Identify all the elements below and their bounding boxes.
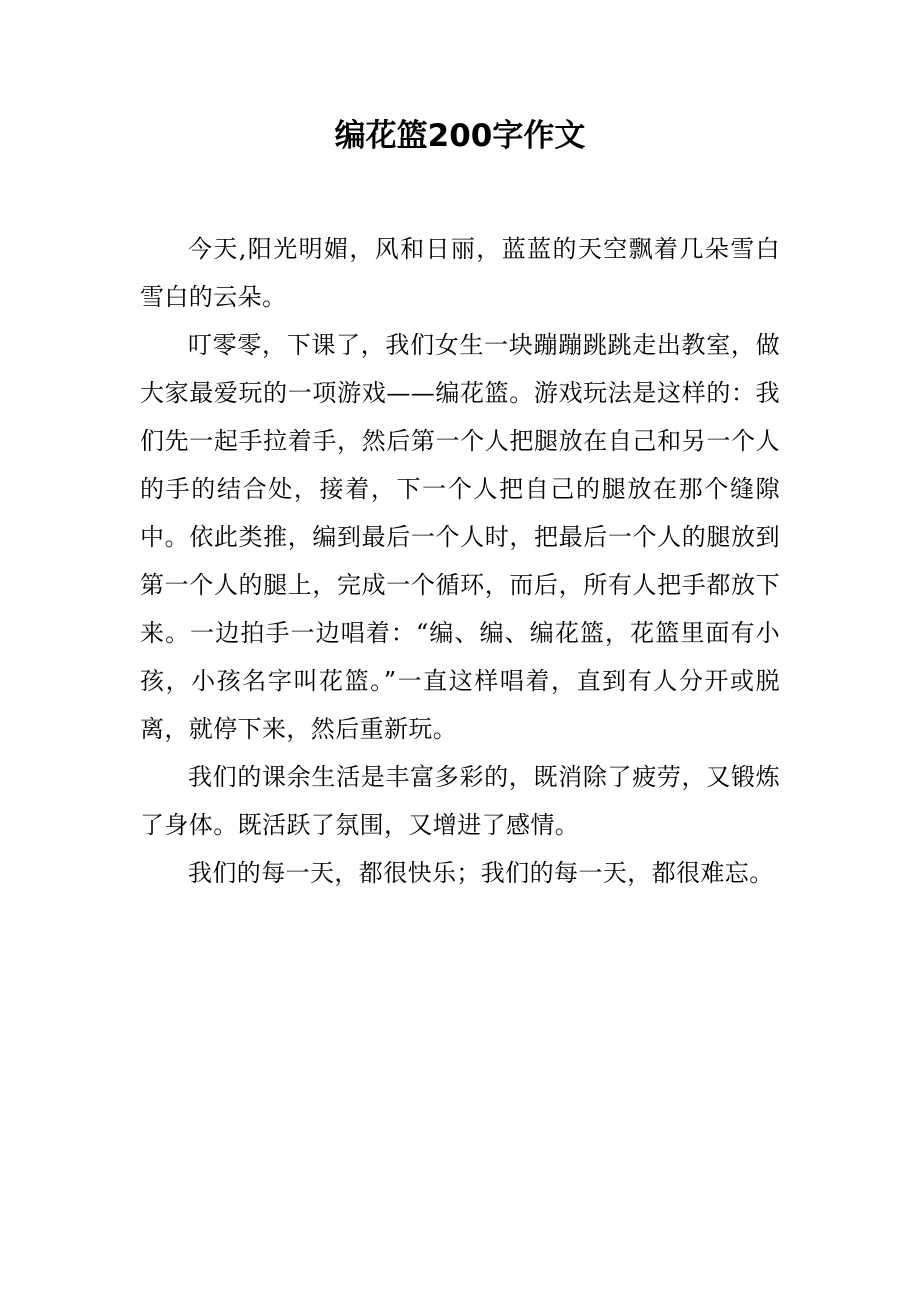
paragraph-3: 我们的课余生活是丰富多彩的，既消除了疲劳，又锻炼了身体。既活跃了氛围，又增进了感情。 <box>140 763 780 839</box>
paragraph-1: 今天,阳光明媚，风和日丽，蓝蓝的天空飘着几朵雪白雪白的云朵。 <box>140 235 780 311</box>
paragraph-4: 我们的每一天，都很快乐；我们的每一天，都很难忘。 <box>188 859 774 887</box>
paragraph-2: 叮零零，下课了，我们女生一块蹦蹦跳跳走出教室，做大家最爱玩的一项游戏——编花篮。游戏玩法是这样的：我们先一起手拉着手，然后第一个人把腿放在自己和另一个人的手的结合处，接着，下一个人把自己的腿放在那个缝隙中。依此类推，编到最后一个人时，把最后一个人的腿放到第一个人的腿上，完成一个循环，而后，所有人把手都放下来。一边拍手一边唱着：“编、编、编花篮，花篮里面有小孩，小孩名字叫花篮。”一直这样唱着，直到有人分开或脱离，就停下来，然后重新玩。 <box>140 331 780 743</box>
document-title: 编花篮200字作文 <box>334 118 586 154</box>
document-body <box>140 225 780 897</box>
